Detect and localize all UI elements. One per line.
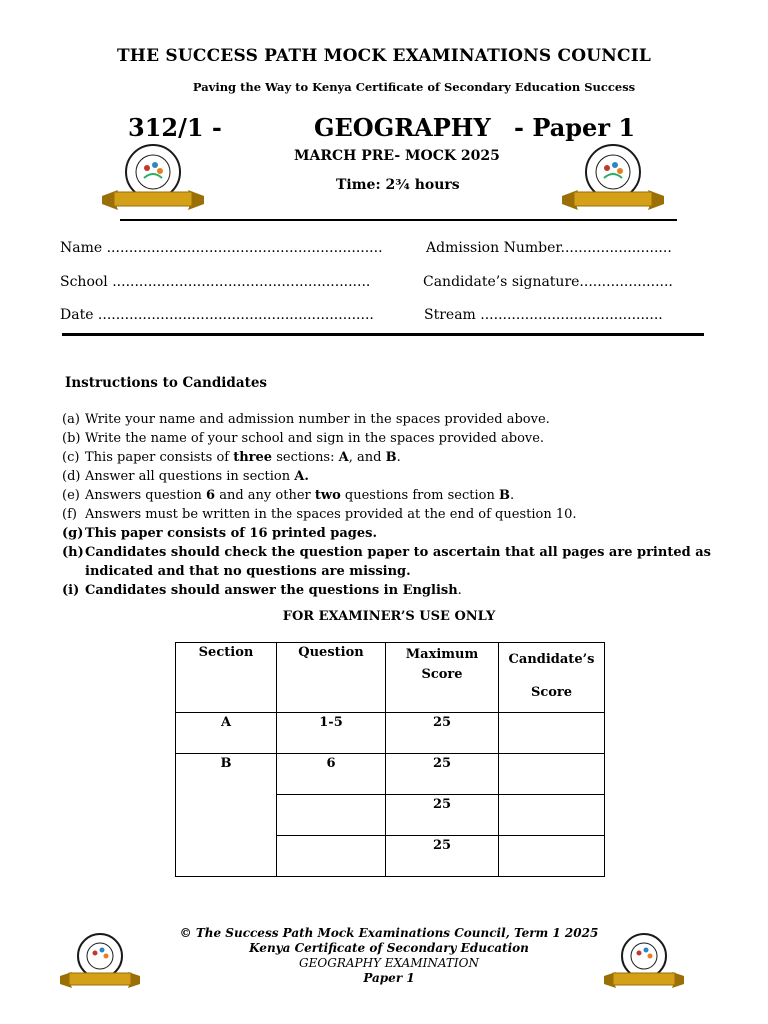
- header-candidate-score: Candidate’s Score: [499, 643, 605, 713]
- admission-number-field[interactable]: Admission Number.........................: [426, 240, 672, 256]
- instruction-item: (g) This paper consists of 16 printed pages.: [62, 526, 377, 541]
- exam-session: MARCH PRE- MOCK 2025: [294, 148, 500, 164]
- cell-max-score: 25: [386, 713, 499, 754]
- exam-time: Time: 2¾ hours: [336, 177, 460, 193]
- instruction-item: (c) This paper consists of three sections: A, and B.: [62, 450, 401, 465]
- table-header-row: [176, 643, 605, 713]
- stream-field[interactable]: Stream .........................................: [424, 307, 663, 323]
- instructions-list: [62, 410, 712, 600]
- header-divider: [120, 219, 677, 221]
- footer-copyright: © The Success Path Mock Examinations Council, Term 1 2025: [179, 926, 599, 940]
- table-row: [176, 713, 605, 754]
- examiner-title: FOR EXAMINER’S USE ONLY: [282, 609, 496, 624]
- signature-field[interactable]: Candidate’s signature.....................: [423, 274, 673, 290]
- cell-question: [277, 836, 386, 877]
- page-footer: [0, 926, 768, 986]
- council-tagline: Paving the Way to Kenya Certificate of Secondary Education Success: [192, 80, 636, 94]
- footer-paper: Paper 1: [363, 971, 415, 985]
- instruction-item: (b) Write the name of your school and sign in the spaces provided above.: [62, 431, 545, 446]
- cell-section: B: [176, 754, 277, 877]
- cell-candidate-score[interactable]: [499, 836, 605, 877]
- date-field[interactable]: Date ..............................................................: [60, 307, 374, 323]
- cell-question: 6: [277, 754, 386, 795]
- header-section: Section: [176, 643, 277, 713]
- cell-candidate-score[interactable]: [499, 795, 605, 836]
- instructions-title: Instructions to Candidates: [65, 375, 268, 391]
- instruction-item: (i) Candidates should answer the questions in English.: [62, 583, 462, 598]
- cell-question: 1-5: [277, 713, 386, 754]
- council-title: THE SUCCESS PATH MOCK EXAMINATIONS COUNCIL: [116, 46, 652, 66]
- cell-max-score: 25: [386, 754, 499, 795]
- subject-title: GEOGRAPHY: [314, 113, 491, 142]
- cell-candidate-score[interactable]: [499, 754, 605, 795]
- school-field[interactable]: School ..........................................................: [60, 274, 371, 290]
- header-maximum-score: Maximum Score: [386, 643, 499, 713]
- cell-candidate-score[interactable]: [499, 713, 605, 754]
- table-row: [176, 754, 605, 795]
- footer-exam: GEOGRAPHY EXAMINATION: [299, 956, 479, 970]
- instruction-item: (d) Answer all questions in section A.: [62, 469, 309, 484]
- instruction-item: (f) Answers must be written in the spaces provided at the end of question 10.: [62, 507, 577, 522]
- logo-seal-right: [560, 138, 666, 214]
- footer-kcse: Kenya Certificate of Secondary Education: [249, 941, 529, 955]
- cell-question: [277, 795, 386, 836]
- cell-section: A: [176, 713, 277, 754]
- cell-max-score: 25: [386, 836, 499, 877]
- instruction-item: (a) Write your name and admission number in the spaces provided above.: [62, 412, 550, 427]
- paper-number: - Paper 1: [514, 113, 636, 142]
- cell-max-score: 25: [386, 795, 499, 836]
- fields-divider: [62, 333, 704, 336]
- header-question: Question: [277, 643, 386, 713]
- instruction-item: (h) Candidates should check the question paper to ascertain that all pages are printed as indicated and that no questions are missing.: [62, 545, 711, 579]
- name-field[interactable]: Name ..............................................................: [60, 240, 383, 256]
- paper-code: 312/1 -: [128, 113, 222, 142]
- logo-seal-left: [100, 138, 206, 214]
- examiner-score-table: [175, 642, 605, 877]
- instruction-item: (e) Answers question 6 and any other two questions from section B.: [62, 488, 515, 503]
